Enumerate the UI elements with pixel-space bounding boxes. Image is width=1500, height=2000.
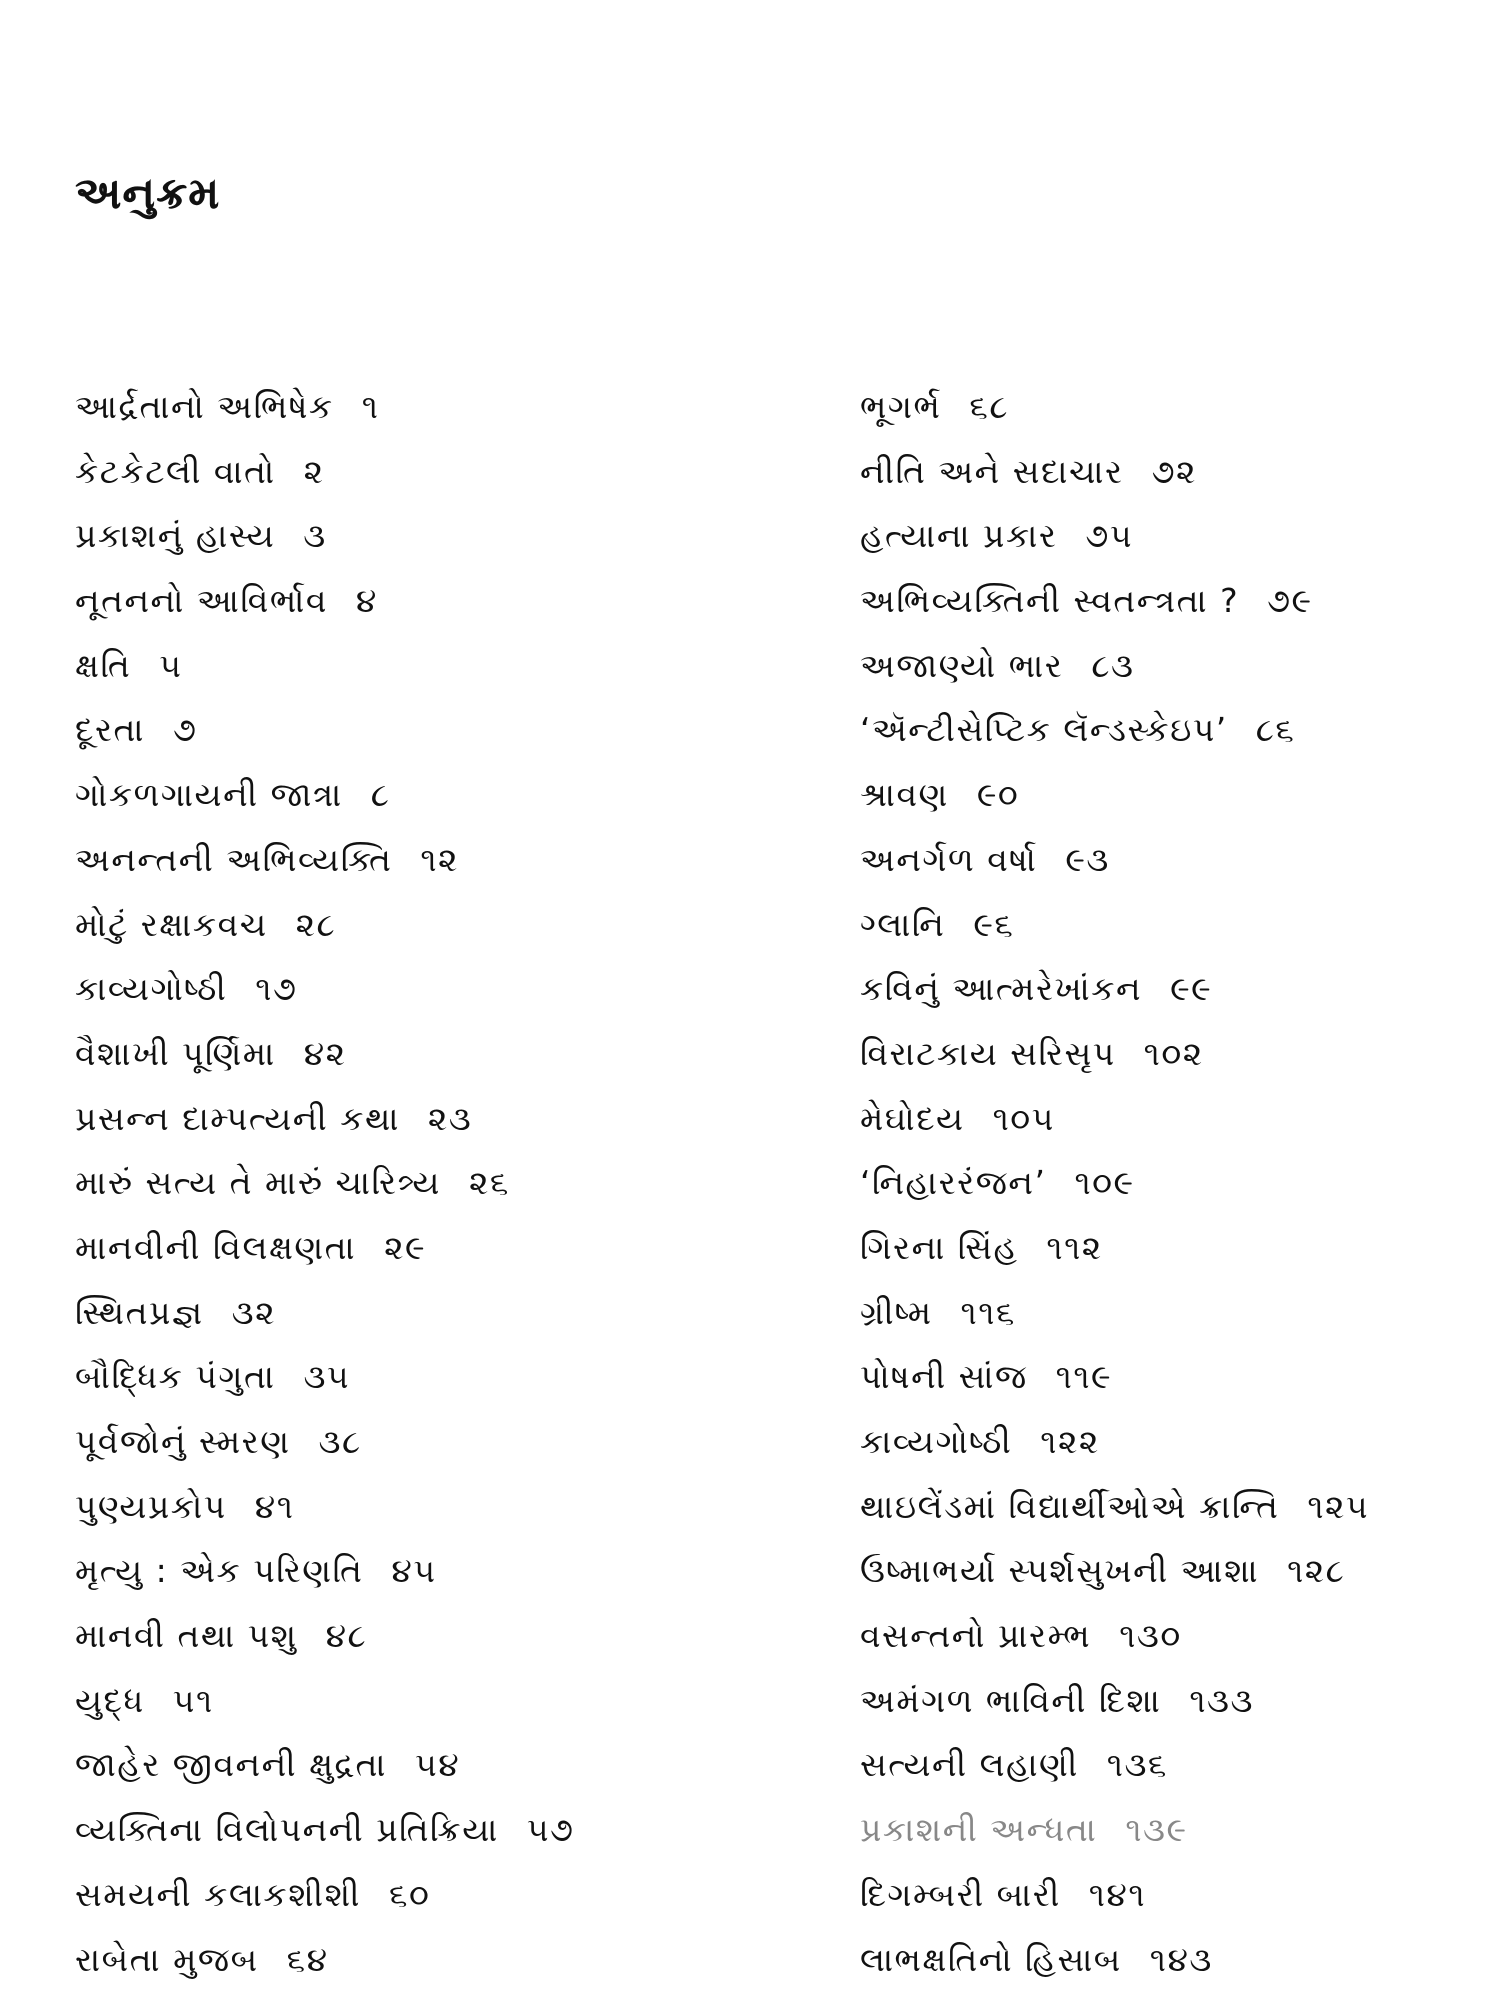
contents-entry bbox=[75, 957, 795, 1022]
entry-title: વિરાટકાય સરિસૃપ bbox=[860, 1033, 1116, 1073]
entry-title: સત્યની લહાણી bbox=[860, 1745, 1079, 1785]
entry-page-number: ૫૧ bbox=[172, 1680, 214, 1720]
entry-page-number: ૧૨૮ bbox=[1287, 1551, 1346, 1591]
entry-title: શ્રાવણ bbox=[860, 775, 949, 815]
entry-title: નીતિ અને સદાચાર bbox=[860, 451, 1124, 491]
entry-title: હત્યાના પ્રકાર bbox=[860, 516, 1058, 556]
entry-title: ગ્લાનિ bbox=[860, 904, 946, 944]
entry-title: સમયની કલાકશીશી bbox=[75, 1874, 361, 1914]
entry-page-number: ૬૮ bbox=[969, 387, 1010, 426]
contents-entry bbox=[75, 763, 795, 828]
entry-title: કાવ્યગોષ્ઠી bbox=[860, 1422, 1013, 1461]
page-title: અનુક્રમ bbox=[75, 168, 221, 219]
entry-title: કેટકેટલી વાતો bbox=[75, 451, 276, 491]
entry-title: આર્દ્રતાનો અભિષેક bbox=[75, 387, 334, 426]
contents-entry bbox=[75, 1604, 795, 1669]
contents-entry bbox=[860, 1604, 1490, 1669]
entry-title: મૃત્યુ : એક પરિણતિ bbox=[75, 1551, 364, 1591]
entry-title: માનવી તથા પશુ bbox=[75, 1616, 298, 1656]
contents-entry bbox=[75, 1216, 795, 1281]
entry-page-number: ૧૪૧ bbox=[1088, 1874, 1147, 1914]
contents-entry bbox=[75, 1863, 795, 1928]
entry-title: કવિનું આત્મરેખાંકન bbox=[860, 969, 1143, 1009]
contents-entry bbox=[75, 1345, 795, 1410]
entry-title: પ્રકાશની અન્ધતા bbox=[860, 1810, 1098, 1850]
entry-page-number: ૧૩૯ bbox=[1125, 1810, 1188, 1850]
entry-page-number: ૧૩૦ bbox=[1119, 1616, 1182, 1656]
entry-title: કાવ્યગોષ્ઠી bbox=[75, 969, 228, 1009]
contents-entry bbox=[75, 569, 795, 634]
entry-page-number: ૨૮ bbox=[295, 904, 337, 944]
entry-title: દૂરતા bbox=[75, 710, 145, 750]
entry-page-number: ૫૭ bbox=[526, 1810, 575, 1850]
entry-title: વ્યક્તિના વિલોપનની પ્રતિક્રિયા bbox=[75, 1810, 499, 1850]
entry-title: પુણ્યપ્રકોપ bbox=[75, 1486, 227, 1526]
entry-page-number: ૧૨૫ bbox=[1307, 1486, 1370, 1526]
entry-page-number: ૧૧૬ bbox=[960, 1292, 1016, 1332]
entry-title: ગિરના સિંહ bbox=[860, 1227, 1019, 1267]
entry-page-number: ૫૪ bbox=[415, 1745, 461, 1785]
contents-entry bbox=[860, 1345, 1490, 1410]
entry-title: અનર્ગળ વર્ષા bbox=[860, 839, 1038, 879]
entry-page-number: ૧૨૨ bbox=[1040, 1422, 1100, 1461]
entry-page-number: ૧૨ bbox=[420, 839, 459, 879]
entry-page-number: ૬૪ bbox=[286, 1939, 329, 1979]
entry-title: વસન્તનો પ્રારમ્ભ bbox=[860, 1616, 1092, 1656]
contents-entry bbox=[75, 1281, 795, 1346]
contents-entry bbox=[860, 569, 1490, 634]
contents-entry bbox=[75, 1539, 795, 1604]
entry-page-number: ૧૧૯ bbox=[1055, 1357, 1113, 1397]
contents-entry bbox=[75, 1928, 795, 1993]
entry-title: ઉષ્માભર્યા સ્પર્શસુખની આશા bbox=[860, 1551, 1260, 1591]
contents-entry bbox=[75, 1410, 795, 1475]
contents-entry bbox=[75, 1669, 795, 1734]
contents-entry bbox=[860, 1281, 1490, 1346]
entry-title: પૂર્વજોનું સ્મરણ bbox=[75, 1422, 291, 1461]
entry-page-number: ૯૯ bbox=[1170, 969, 1213, 1009]
contents-entry bbox=[860, 698, 1490, 763]
contents-entry bbox=[860, 1733, 1490, 1798]
contents-entry bbox=[860, 1863, 1490, 1928]
entry-title: ‘નિહારરંજન’ bbox=[860, 1163, 1047, 1203]
contents-entry bbox=[860, 1151, 1490, 1216]
entry-title: નૂતનનો આવિર્ભાવ bbox=[75, 581, 328, 621]
contents-entry bbox=[75, 1151, 795, 1216]
entry-title: પ્રસન્ન દામ્પત્યની કથા bbox=[75, 1098, 400, 1138]
entry-title: માનવીની વિલક્ષણતા bbox=[75, 1227, 357, 1267]
entry-title: અભિવ્યક્તિની સ્વતન્ત્રતા ? bbox=[860, 581, 1240, 621]
entry-page-number: ૨ bbox=[303, 451, 325, 491]
entry-page-number: ૩૫ bbox=[303, 1357, 351, 1397]
entry-page-number: ૨૯ bbox=[384, 1227, 427, 1267]
entry-page-number: ૪૮ bbox=[325, 1616, 368, 1656]
contents-entry bbox=[75, 1798, 795, 1863]
contents-entry bbox=[860, 1410, 1490, 1475]
entry-page-number: ૯૦ bbox=[976, 775, 1020, 815]
entry-page-number: ૯૬ bbox=[973, 904, 1015, 944]
entry-title: થાઇલેંડમાં વિદ્યાર્થીઓએ ક્રાન્તિ bbox=[860, 1486, 1280, 1526]
entry-page-number: ૪૫ bbox=[391, 1551, 437, 1591]
contents-entry bbox=[860, 375, 1490, 440]
contents-entry bbox=[860, 763, 1490, 828]
entry-title: મેઘોદય bbox=[860, 1098, 965, 1138]
entry-title: અનન્તની અભિવ્યક્તિ bbox=[75, 839, 393, 879]
entry-page-number: ૭૯ bbox=[1267, 581, 1313, 621]
entry-title: રાબેતા મુજબ bbox=[75, 1939, 259, 1979]
contents-entry bbox=[75, 375, 795, 440]
entry-page-number: ૮ bbox=[370, 775, 391, 815]
entry-page-number: ૧૧૨ bbox=[1046, 1227, 1103, 1267]
contents-entry bbox=[75, 440, 795, 505]
entry-page-number: ૧૩૬ bbox=[1106, 1745, 1168, 1785]
entry-title: પ્રકાશનું હાસ્ય bbox=[75, 516, 276, 556]
entry-title: સ્થિતપ્રજ્ઞ bbox=[75, 1292, 204, 1332]
contents-entry bbox=[75, 634, 795, 699]
contents-entry bbox=[860, 1928, 1490, 1993]
contents-entry bbox=[860, 1798, 1490, 1863]
entry-page-number: ૪ bbox=[355, 581, 378, 621]
entry-page-number: ૯૩ bbox=[1065, 839, 1110, 879]
entry-page-number: ૬૦ bbox=[388, 1874, 431, 1914]
contents-entry bbox=[860, 1475, 1490, 1540]
contents-entry bbox=[75, 1087, 795, 1152]
entry-page-number: ૭૨ bbox=[1151, 451, 1197, 491]
entry-page-number: ૧૦૯ bbox=[1074, 1163, 1135, 1203]
contents-entry bbox=[860, 828, 1490, 893]
entry-title: યુદ્ધ bbox=[75, 1680, 145, 1720]
entry-title: વૈશાખી પૂર્ણિમા bbox=[75, 1033, 276, 1073]
contents-entry bbox=[75, 1475, 795, 1540]
entry-page-number: ૧૩૩ bbox=[1189, 1680, 1255, 1720]
contents-entry bbox=[75, 828, 795, 893]
entry-title: દિગમ્બરી બારી bbox=[860, 1874, 1061, 1914]
entry-page-number: ૩૮ bbox=[318, 1422, 362, 1461]
entry-title: ગોકળગાયની જાત્રા bbox=[75, 775, 343, 815]
entry-title: મોટું રક્ષાકવચ bbox=[75, 904, 268, 944]
entry-page-number: ૧૦૨ bbox=[1143, 1033, 1204, 1073]
entry-title: પોષની સાંજ bbox=[860, 1357, 1028, 1397]
entry-page-number: ૧૪૩ bbox=[1149, 1939, 1213, 1979]
contents-right-column bbox=[860, 375, 1490, 1992]
entry-title: ગ્રીષ્મ bbox=[860, 1292, 933, 1332]
entry-title: અમંગળ ભાવિની દિશા bbox=[860, 1680, 1162, 1720]
contents-entry bbox=[860, 1669, 1490, 1734]
entry-page-number: ૧ bbox=[361, 387, 380, 426]
contents-left-column bbox=[75, 375, 795, 1992]
entry-page-number: ૫ bbox=[159, 645, 183, 685]
entry-page-number: ૮૬ bbox=[1255, 710, 1296, 750]
contents-entry bbox=[860, 1087, 1490, 1152]
contents-entry bbox=[860, 504, 1490, 569]
contents-entry bbox=[860, 957, 1490, 1022]
entry-page-number: ૧૦૫ bbox=[992, 1098, 1055, 1138]
contents-entry bbox=[75, 504, 795, 569]
entry-page-number: ૩ bbox=[303, 516, 327, 556]
contents-entry bbox=[75, 893, 795, 958]
contents-entry bbox=[860, 893, 1490, 958]
entry-page-number: ૧૭ bbox=[255, 969, 298, 1009]
entry-page-number: ૮૩ bbox=[1091, 645, 1135, 685]
contents-entry bbox=[860, 1022, 1490, 1087]
entry-title: ભૂગર્ભ bbox=[860, 387, 942, 426]
entry-page-number: ૨૬ bbox=[468, 1163, 510, 1203]
entry-page-number: ૨૩ bbox=[427, 1098, 473, 1138]
entry-page-number: ૭૫ bbox=[1085, 516, 1134, 556]
entry-page-number: ૩૨ bbox=[231, 1292, 276, 1332]
contents-entry bbox=[75, 1022, 795, 1087]
contents-entry bbox=[75, 698, 795, 763]
entry-title: જાહેર જીવનની ક્ષુદ્રતા bbox=[75, 1745, 388, 1785]
entry-title: મારું સત્ય તે મારું ચારિત્ર્ય bbox=[75, 1163, 441, 1203]
entry-title: અજાણ્યો ભાર bbox=[860, 645, 1064, 685]
entry-title: લાભક્ષતિનો હિસાબ bbox=[860, 1939, 1122, 1979]
contents-entry bbox=[860, 1216, 1490, 1281]
entry-title: ક્ષતિ bbox=[75, 645, 132, 685]
entry-page-number: ૪૧ bbox=[254, 1486, 295, 1526]
contents-entry bbox=[860, 440, 1490, 505]
entry-page-number: ૭ bbox=[172, 710, 198, 750]
contents-entry bbox=[860, 1539, 1490, 1604]
entry-page-number: ૪૨ bbox=[303, 1033, 347, 1073]
contents-entry bbox=[860, 634, 1490, 699]
entry-title: બૌદ્ધિક પંગુતા bbox=[75, 1357, 276, 1397]
contents-entry bbox=[75, 1733, 795, 1798]
entry-title: ‘ઍન્ટીસેપ્ટિક લૅન્ડસ્કેઇપ’ bbox=[860, 710, 1228, 750]
